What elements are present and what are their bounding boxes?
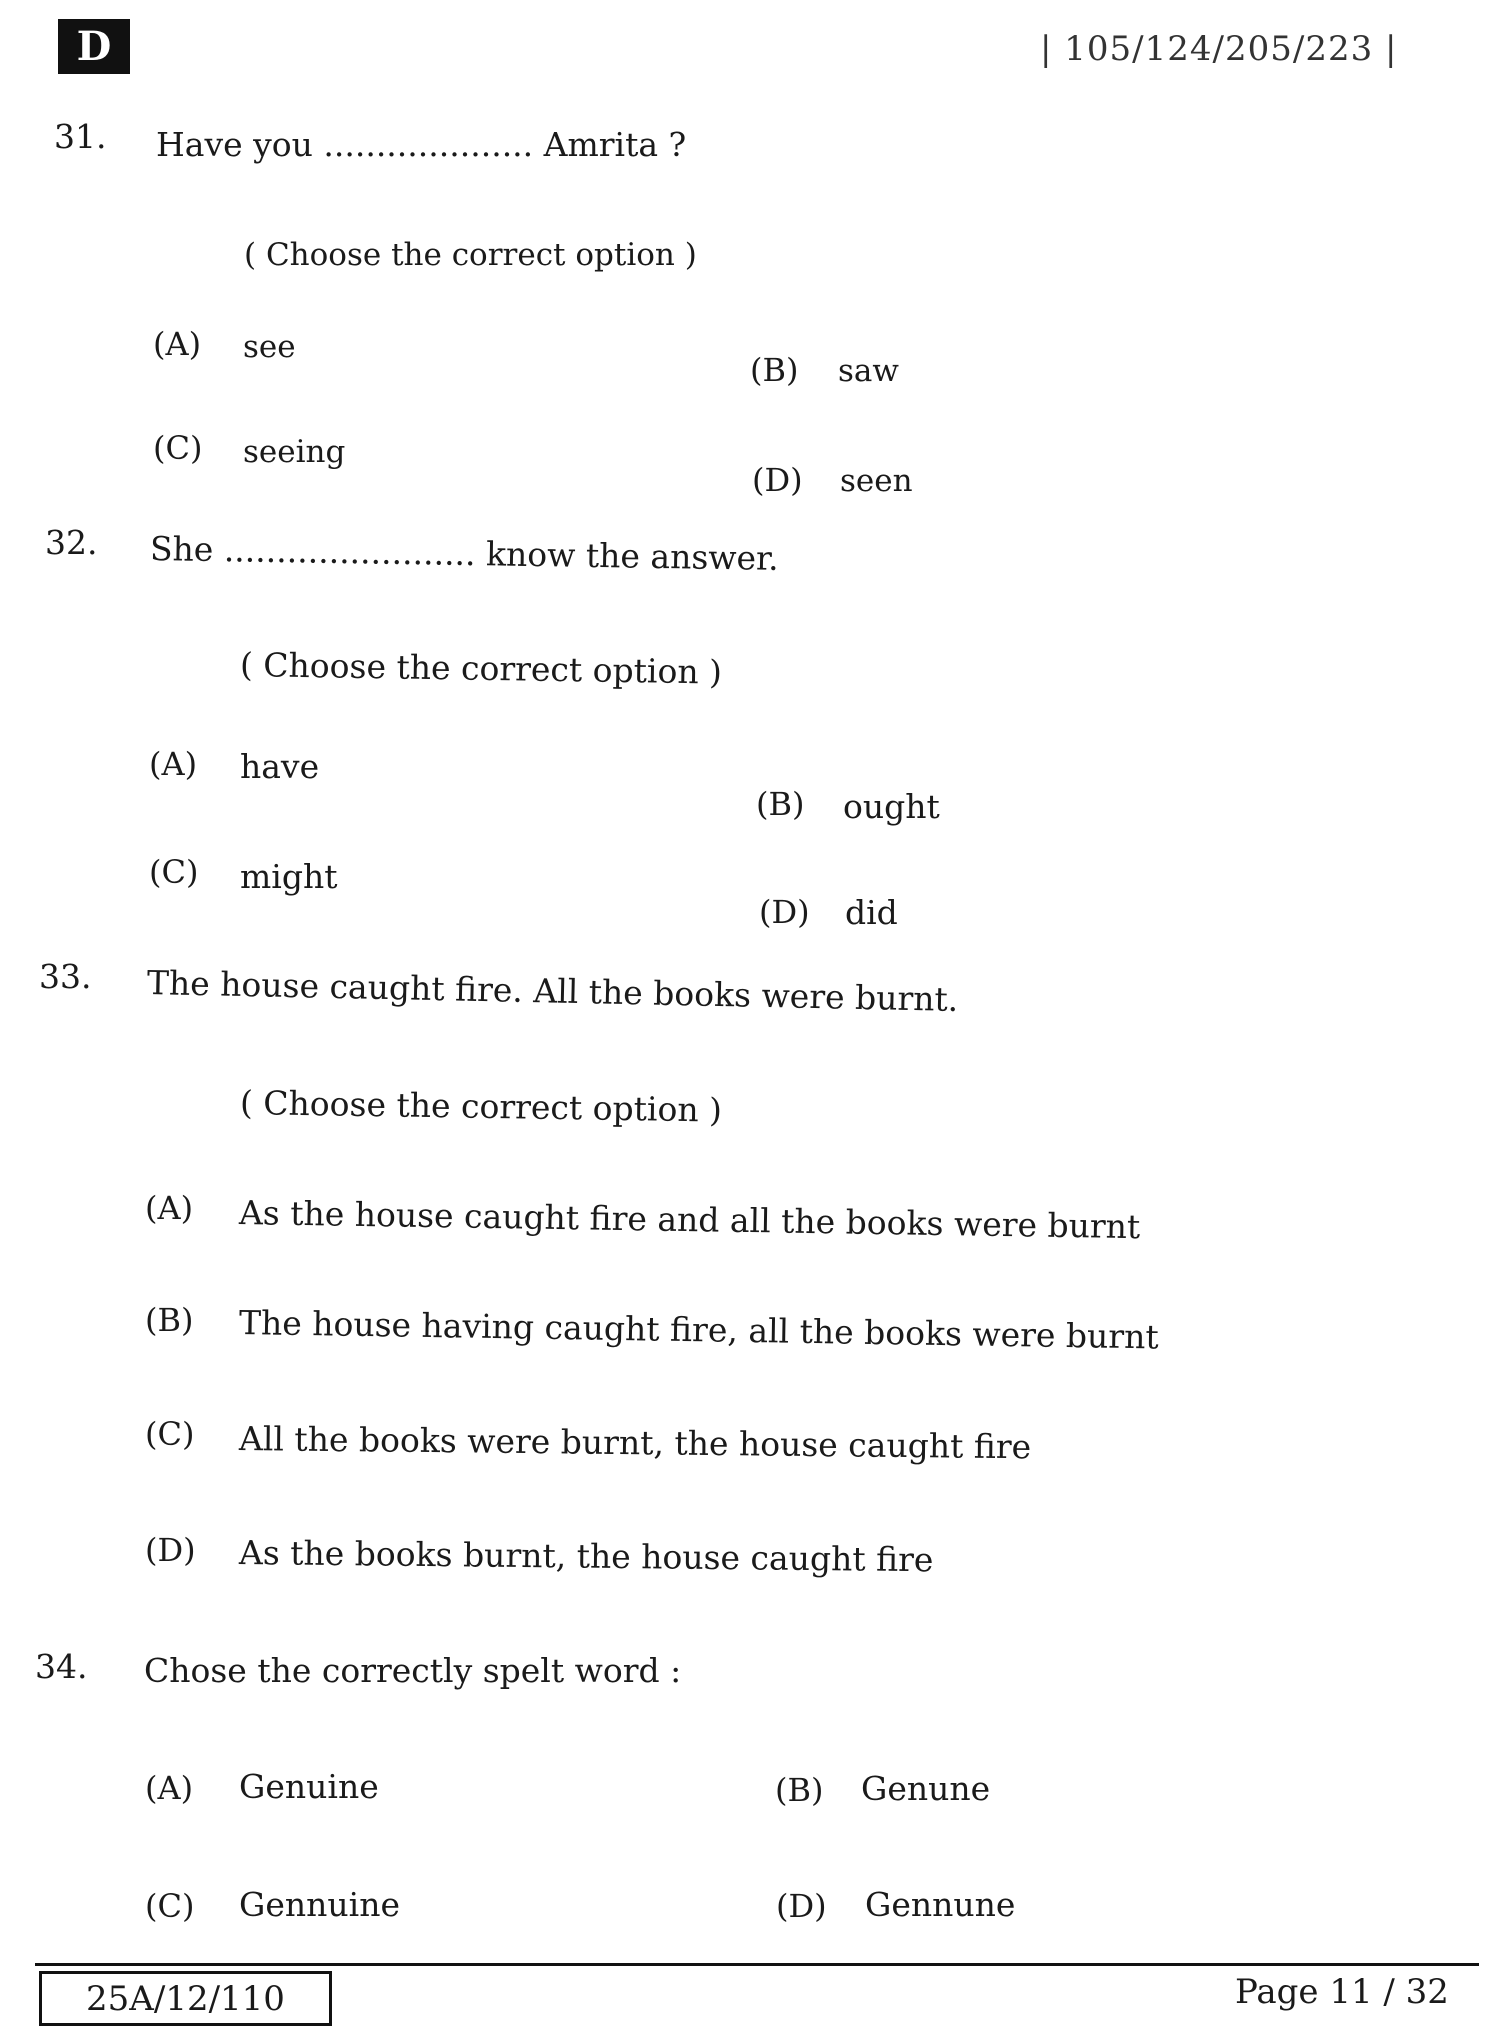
option-text: Gennune [865,1885,1016,1924]
option-label: (A) [153,325,202,363]
option-text: ought [843,787,940,826]
option-text: seeing [243,434,346,470]
option-text: did [845,893,898,932]
question-number: 32. [45,523,98,562]
option-text: As the books burnt, the house caught fire [238,1533,934,1580]
option-text: All the books were burnt, the house caught fire [238,1419,1032,1467]
option-label: (D) [759,893,810,931]
option-label: (B) [145,1301,194,1339]
option-label: (C) [153,429,203,467]
option-text: As the house caught fire and all the books were burnt [238,1193,1141,1247]
option-label: (B) [775,1771,824,1809]
booklet-series-badge: D [58,19,130,74]
option-label: (D) [752,461,803,499]
question-number: 34. [35,1647,88,1686]
footer-divider [35,1963,1479,1966]
option-text: might [240,857,338,896]
question-text: The house caught fire. All the books were burnt. [146,963,959,1019]
option-text: Genune [861,1769,991,1808]
question-instruction: ( Choose the correct option ) [239,1083,723,1130]
option-label: (A) [145,1769,194,1807]
option-label: (C) [145,1887,195,1925]
option-text: saw [838,353,899,389]
question-number: 33. [39,957,92,996]
option-label: (B) [750,351,799,389]
question-instruction: ( Choose the correct option ) [244,237,697,273]
option-text: Genuine [239,1767,379,1806]
page-number: Page 11 / 32 [1235,1972,1449,2012]
option-label: (B) [756,785,805,823]
option-text: seen [840,463,913,499]
option-label: (A) [149,745,198,783]
option-label: (D) [145,1531,196,1569]
option-text: The house having caught fire, all the books were burnt [238,1303,1159,1357]
question-text: Have you .................... Amrita ? [156,125,687,164]
option-label: (A) [145,1189,194,1227]
footer-code-box: 25A/12/110 [39,1971,332,2026]
question-number: 31. [54,117,107,156]
question-text: Chose the correctly spelt word : [144,1651,682,1690]
option-text: have [240,747,320,786]
question-instruction: ( Choose the correct option ) [239,645,723,692]
option-text: Gennuine [239,1885,400,1924]
option-text: see [243,329,296,365]
option-label: (C) [145,1415,195,1453]
paper-codes: | 105/124/205/223 | [1040,29,1398,69]
option-label: (C) [149,853,199,891]
question-text: She ........................ know the answer. [149,529,780,578]
option-label: (D) [776,1887,827,1925]
